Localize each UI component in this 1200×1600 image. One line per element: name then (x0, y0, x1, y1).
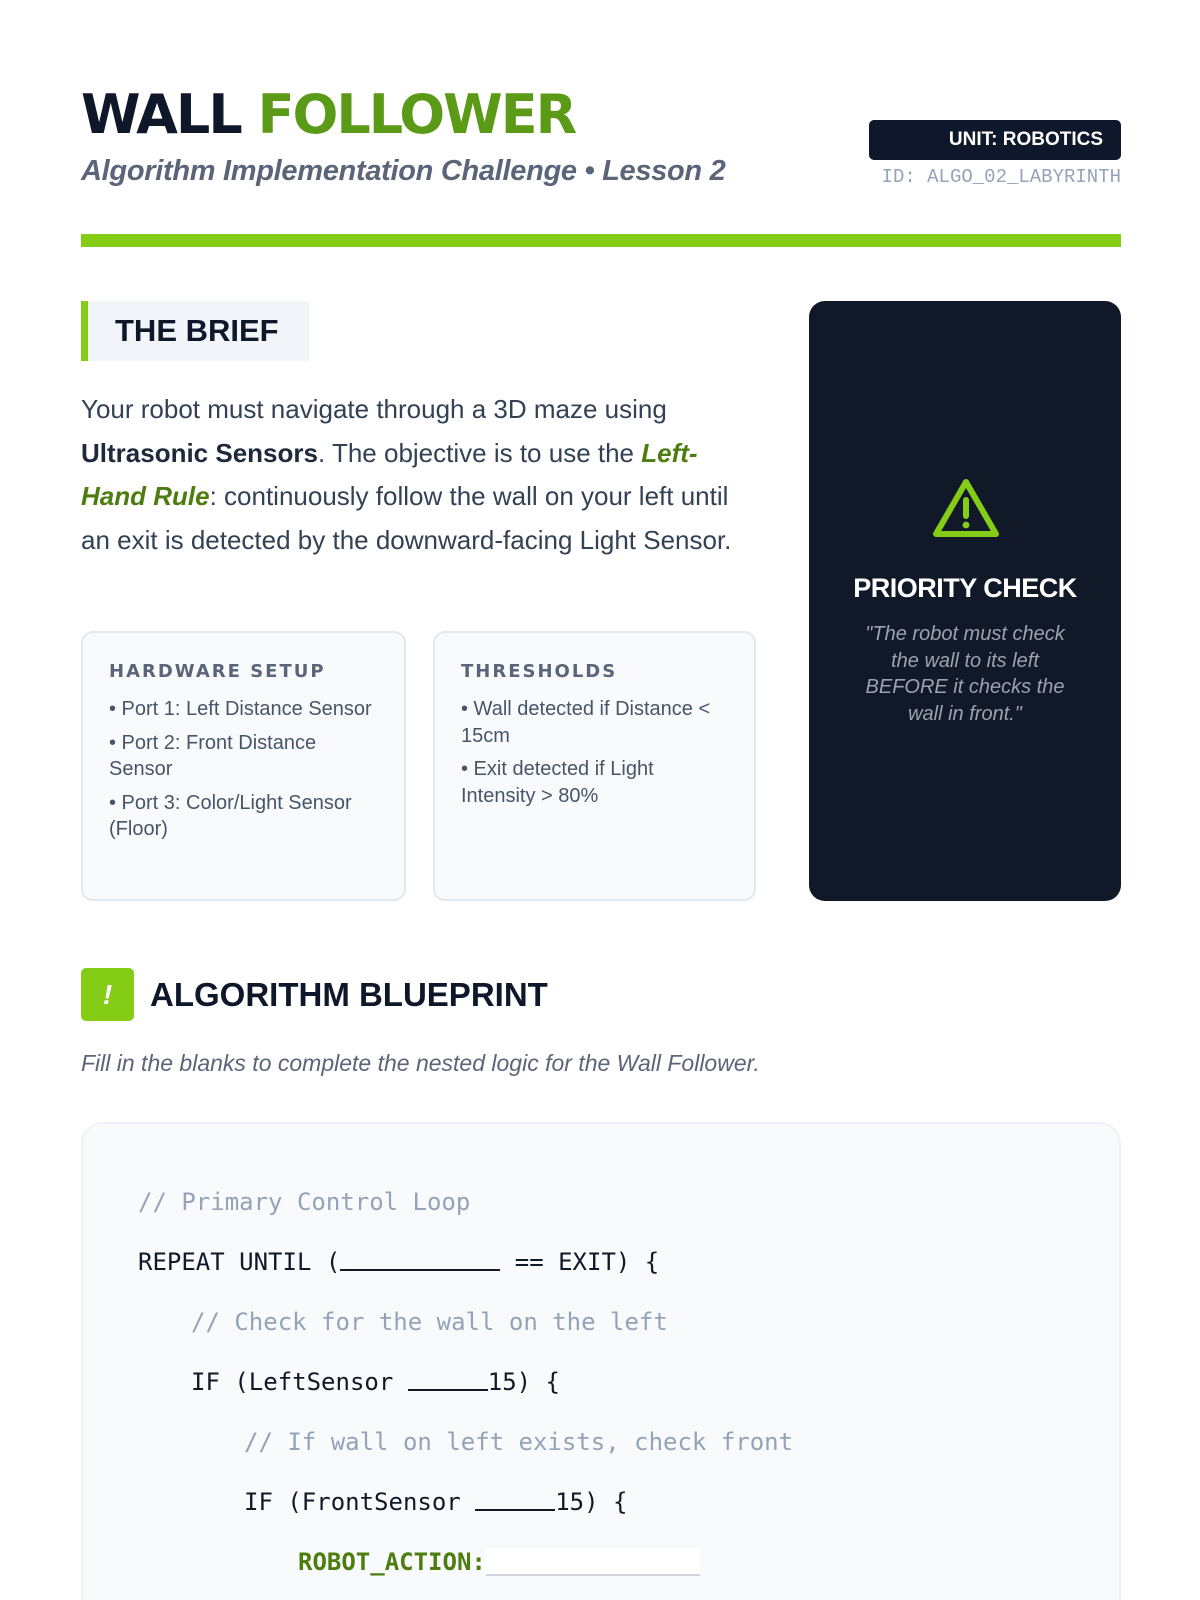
list-item: • Wall detected if Distance < 15cm (461, 698, 711, 747)
algorithm-heading: ALGORITHM BLUEPRINT (150, 975, 548, 1013)
code-text: IF (LeftSensor (191, 1368, 408, 1396)
brief-text (81, 388, 761, 562)
algorithm-heading-row (81, 968, 548, 1021)
code-comment: // If wall on left exists, check front (244, 1428, 794, 1456)
brief-bold-sensors: Ultrasonic Sensors (81, 437, 318, 468)
blank-exit-condition[interactable] (340, 1249, 500, 1271)
code-line-repeat (138, 1247, 659, 1277)
robot-action-label: ROBOT_ACTION: (298, 1548, 486, 1576)
warning-triangle-icon (933, 478, 999, 538)
thresholds-heading: THRESHOLDS (461, 661, 618, 682)
brief-heading: THE BRIEF (81, 301, 309, 361)
page-subtitle: Algorithm Implementation Challenge • Lesson 2 (81, 155, 726, 187)
thresholds-card (433, 631, 756, 901)
blank-left-operator[interactable] (408, 1369, 488, 1391)
unit-id: ID: ALGO_02_LABYRINTH (881, 166, 1121, 188)
title-part-wall: WALL (81, 83, 241, 146)
code-text: == EXIT) { (500, 1248, 660, 1276)
code-comment: // Primary Control Loop (138, 1188, 471, 1216)
code-text: IF (FrontSensor (244, 1488, 476, 1516)
hardware-list (109, 696, 378, 843)
list-item: • Exit detected if Light Intensity > 80% (461, 758, 654, 807)
code-text: 15) { (487, 1368, 560, 1396)
list-item: • Port 2: Front Distance Sensor (109, 731, 317, 780)
code-text: REPEAT UNTIL ( (138, 1248, 341, 1276)
header-divider (81, 234, 1121, 247)
thresholds-list (461, 696, 728, 809)
list-item: • Port 1: Left Distance Sensor (109, 698, 372, 720)
code-line-if-left (191, 1367, 560, 1397)
hardware-setup-heading: HARDWARE SETUP (109, 661, 326, 682)
hardware-setup-card (81, 631, 406, 901)
list-item: • Port 3: Color/Light Sensor (Floor) (109, 791, 352, 840)
brief-text-part: : continuously follow the wall on your left until an exit is detected by the downward-facing Light Sensor. (81, 481, 732, 555)
page-header (81, 83, 1121, 248)
brief-text-part: . The objective is to use the (317, 437, 642, 468)
blank-robot-action[interactable] (486, 1548, 700, 1576)
blank-front-operator[interactable] (475, 1489, 555, 1511)
code-line-action (298, 1547, 700, 1577)
code-text: 15) { (555, 1488, 628, 1516)
title-part-follower: FOLLOWER (257, 83, 576, 146)
exclamation-icon: ! (81, 968, 134, 1021)
code-comment: // Check for the wall on the left (191, 1308, 668, 1336)
unit-badge: UNIT: ROBOTICS (869, 120, 1121, 160)
brief-text-part: Your robot must navigate through a 3D maze using (81, 394, 667, 424)
priority-check-quote: "The robot must check the wall to its left BEFORE it checks the wall in front." (865, 623, 1065, 725)
priority-check-title: PRIORITY CHECK (853, 573, 1077, 603)
code-line-if-front (244, 1487, 627, 1517)
brief-rule-name: Left-Hand Rule (81, 437, 698, 511)
algorithm-instruction: Fill in the blanks to complete the nested logic for the Wall Follower. (81, 1050, 760, 1076)
code-block (81, 1122, 1121, 1600)
priority-check-panel (809, 301, 1121, 901)
